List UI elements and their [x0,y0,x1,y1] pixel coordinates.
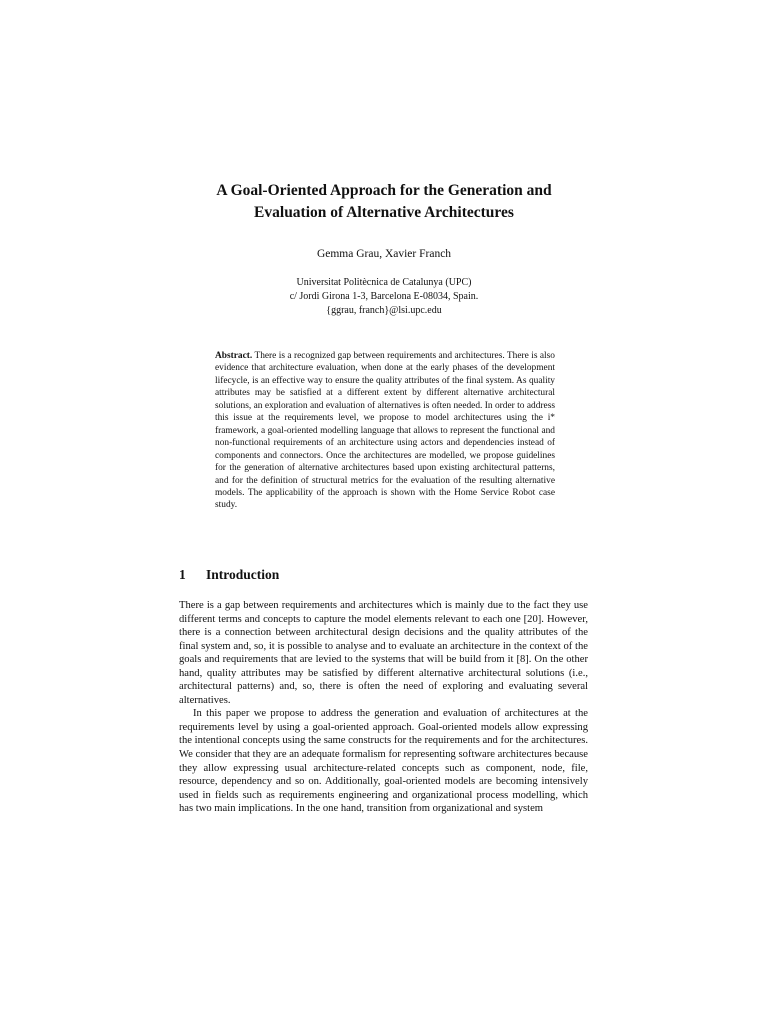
paragraph: There is a gap between requirements and architectures which is mainly due to the fact they use different terms and concepts to capture the model elements relevant to each one [20]. However, there is a connection between architectural design decisions and the quality attributes of the final system and, so, it is possible to analyse and to evaluate an architecture in the context of the goals and requirements that are levied to the systems that will be build from it [8]. On the other hand, quality attributes may be satisfied by different alternative architectural solutions (i.e., architectural patterns) and, so, there is often the need of exploring and evaluating several alternatives. [179,600,588,706]
section-number: 1 [179,567,186,582]
abstract-label: Abstract. [215,351,253,361]
abstract-text: There is a recognized gap between requirements and architectures. There is also evidence that architecture evaluation, when done at the early phases of the development lifecycle, is an effective way to ensure the quality attributes of the final system. As quality attributes may be satisfied at a different extent by different alternative architectural solutions, an exploration and evaluation of alternatives is often needed. In order to address this issue at the requirements level, we propose to model architectures using the i* framework, a goal-oriented modelling language that allows to represent the functional and non-functional requirements of an architecture using actors and dependencies instead of components and connectors. Once the architectures are modelled, we propose guidelines for the generation of alternative architectures based upon existing architectural patterns, and for the definition of structural metrics for the evaluation of the resulting alternative models. The applicability of the approach is shown with the Home Service Robot case study. [215,351,555,511]
affiliation-address: c/ Jordi Girona 1-3, Barcelona E-08034, Spain. [289,291,479,302]
body-text [179,599,588,816]
author-list: Gemma Grau, Xavier Franch [316,248,452,260]
title-line-2: Evaluation of Alternative Architectures [254,204,514,221]
paragraph: In this paper we propose to address the generation and evaluation of architectures at the requirements level by using a goal-oriented approach. Goal-oriented models allow expressing the intentional concepts using the same constructs for the requirements and for the architectures. We consider that they are an adequate formalism for representing software architectures because they allow expressing usual architecture-related concepts such as component, node, file, resource, dependency and so on. Additionally, goal-oriented models are becoming intensively used in fields such as requirements engineering and organizational process modelling, which has two main implications. In the one hand, transition from organizational and system [179,708,588,815]
affiliation [0,276,768,318]
paper-title [0,180,768,224]
affiliation-institution: Universitat Politècnica de Catalunya (UPC) [296,277,472,288]
affiliation-email: {ggrau, franch}@lsi.upc.edu [326,305,442,316]
section-heading [179,566,599,584]
title-line-1: A Goal-Oriented Approach for the Generation and [216,182,552,199]
abstract [215,350,555,512]
section-title: Introduction [206,567,280,582]
